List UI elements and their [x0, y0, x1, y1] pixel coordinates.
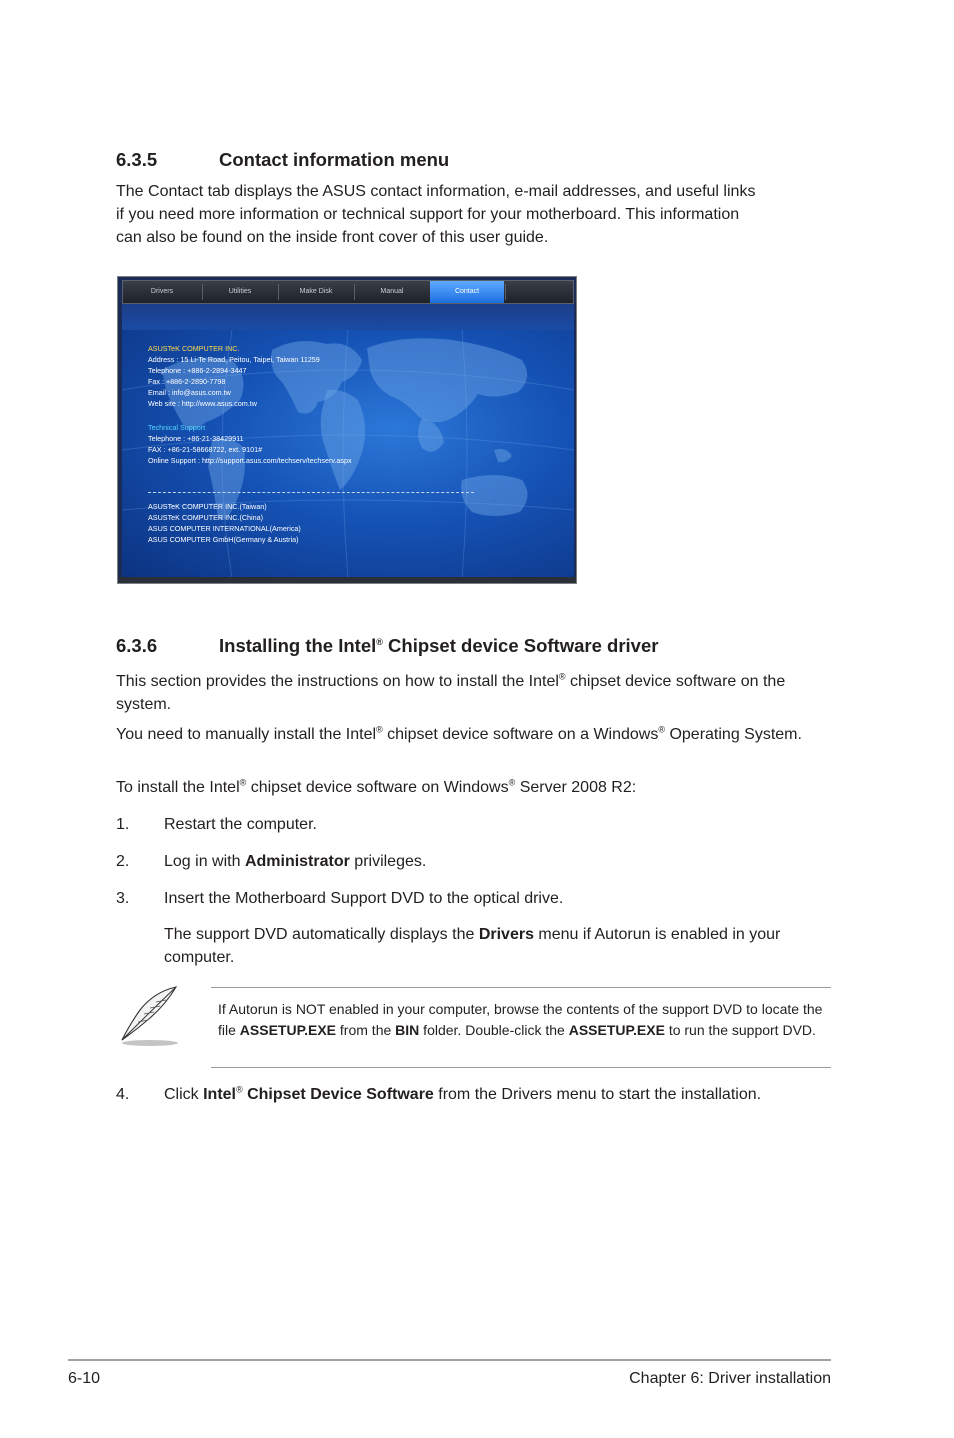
- tech-support-heading: Technical Support: [148, 423, 206, 432]
- title-part-1: Installing the Intel: [219, 635, 377, 656]
- tab-contact[interactable]: Contact: [430, 281, 504, 303]
- website-line[interactable]: Web site : http://www.asus.com.tw: [148, 399, 257, 408]
- window-bottom-edge: [118, 577, 576, 583]
- registered-mark: ®: [376, 636, 383, 647]
- telephone-line: Telephone : +886-2-2894-3447: [148, 366, 247, 375]
- dashed-divider: [148, 492, 474, 493]
- tab-manual[interactable]: Manual: [380, 288, 404, 295]
- tab-utilities[interactable]: Utilities: [228, 288, 252, 295]
- header-stripe: [122, 304, 574, 330]
- page-number: 6-10: [68, 1370, 101, 1387]
- link-taiwan[interactable]: ASUSTeK COMPUTER INC.(Taiwan): [148, 502, 267, 511]
- section-heading-6-3-6: [116, 635, 658, 657]
- step-3-subtext: The support DVD automatically displays the Drivers menu if Autorun is enabled in your computer.: [164, 926, 781, 966]
- step-1-text: Restart the computer.: [164, 816, 317, 833]
- tech-fax-line: FAX : +86-21-58668722, ext. 9101#: [148, 445, 263, 454]
- link-america[interactable]: ASUS COMPUTER INTERNATIONAL(America): [148, 524, 301, 533]
- section-number: 6.3.5: [116, 149, 158, 170]
- feather-pen-icon: [114, 984, 180, 1048]
- note-top-rule: [211, 987, 831, 988]
- server-install-paragraph: To install the Intel® chipset device software on Windows® Server 2008 R2:: [116, 777, 637, 796]
- tab-make-disk[interactable]: Make Disk: [299, 288, 333, 295]
- contact-tab-screenshot: [117, 276, 577, 584]
- tab-drivers[interactable]: Drivers: [150, 288, 174, 295]
- tech-telephone-line: Telephone : +86-21-38429911: [148, 434, 244, 443]
- contact-intro-paragraph: The Contact tab displays the ASUS contact information, e-mail addresses, and useful links if you need more information or technical support for your motherboard. This information can also be found on the inside front cover of this user guide.: [116, 183, 756, 246]
- step-2-number: 2.: [116, 853, 130, 870]
- title-part-2: Chipset device Software driver: [382, 635, 659, 656]
- step-4-number: 4.: [116, 1086, 130, 1103]
- address-line: Address : 15 Li-Te Road, Peitou, Taipei, Taiwan 11259: [148, 355, 320, 364]
- note-bottom-rule: [211, 1067, 831, 1068]
- link-china[interactable]: ASUSTeK COMPUTER INC.(China): [148, 513, 264, 522]
- section-number: 6.3.6: [116, 635, 158, 656]
- step-4-text: Click Intel® Chipset Device Software from the Drivers menu to start the installation.: [164, 1084, 762, 1103]
- step-3-number: 3.: [116, 890, 130, 907]
- online-support-line[interactable]: Online Support : http://support.asus.com/techserv/techserv.aspx: [148, 456, 352, 465]
- chapter-title: Chapter 6: Driver installation: [629, 1370, 831, 1387]
- section-title: Contact information menu: [219, 149, 450, 170]
- footer-rule: [68, 1359, 831, 1361]
- autorun-note: If Autorun is NOT enabled in your computer, browse the contents of the support DVD to locate the file ASSETUP.EXE from the BIN folder. Double-click the ASSETUP.EXE to run the support DVD.: [218, 1001, 823, 1038]
- step-1-number: 1.: [116, 816, 130, 833]
- manual-install-paragraph: You need to manually install the Intel® chipset device software on a Windows® Operating System.: [116, 724, 802, 743]
- tab-bar: [122, 280, 574, 304]
- fax-line: Fax : +886-2-2890-7798: [148, 377, 226, 386]
- step-3-text: Insert the Motherboard Support DVD to the optical drive.: [164, 890, 564, 907]
- install-intro-paragraph: This section provides the instructions on how to install the Intel® chipset device software on the system.: [116, 671, 786, 713]
- section-heading-6-3-5: [116, 149, 449, 171]
- step-2-text: Log in with Administrator privileges.: [164, 853, 427, 870]
- contact-panel: [122, 330, 574, 578]
- link-germany[interactable]: ASUS COMPUTER GmbH(Germany & Austria): [148, 535, 299, 544]
- email-line[interactable]: Email : info@asus.com.tw: [148, 388, 231, 397]
- company-name: ASUSTeK COMPUTER INC.: [148, 344, 240, 353]
